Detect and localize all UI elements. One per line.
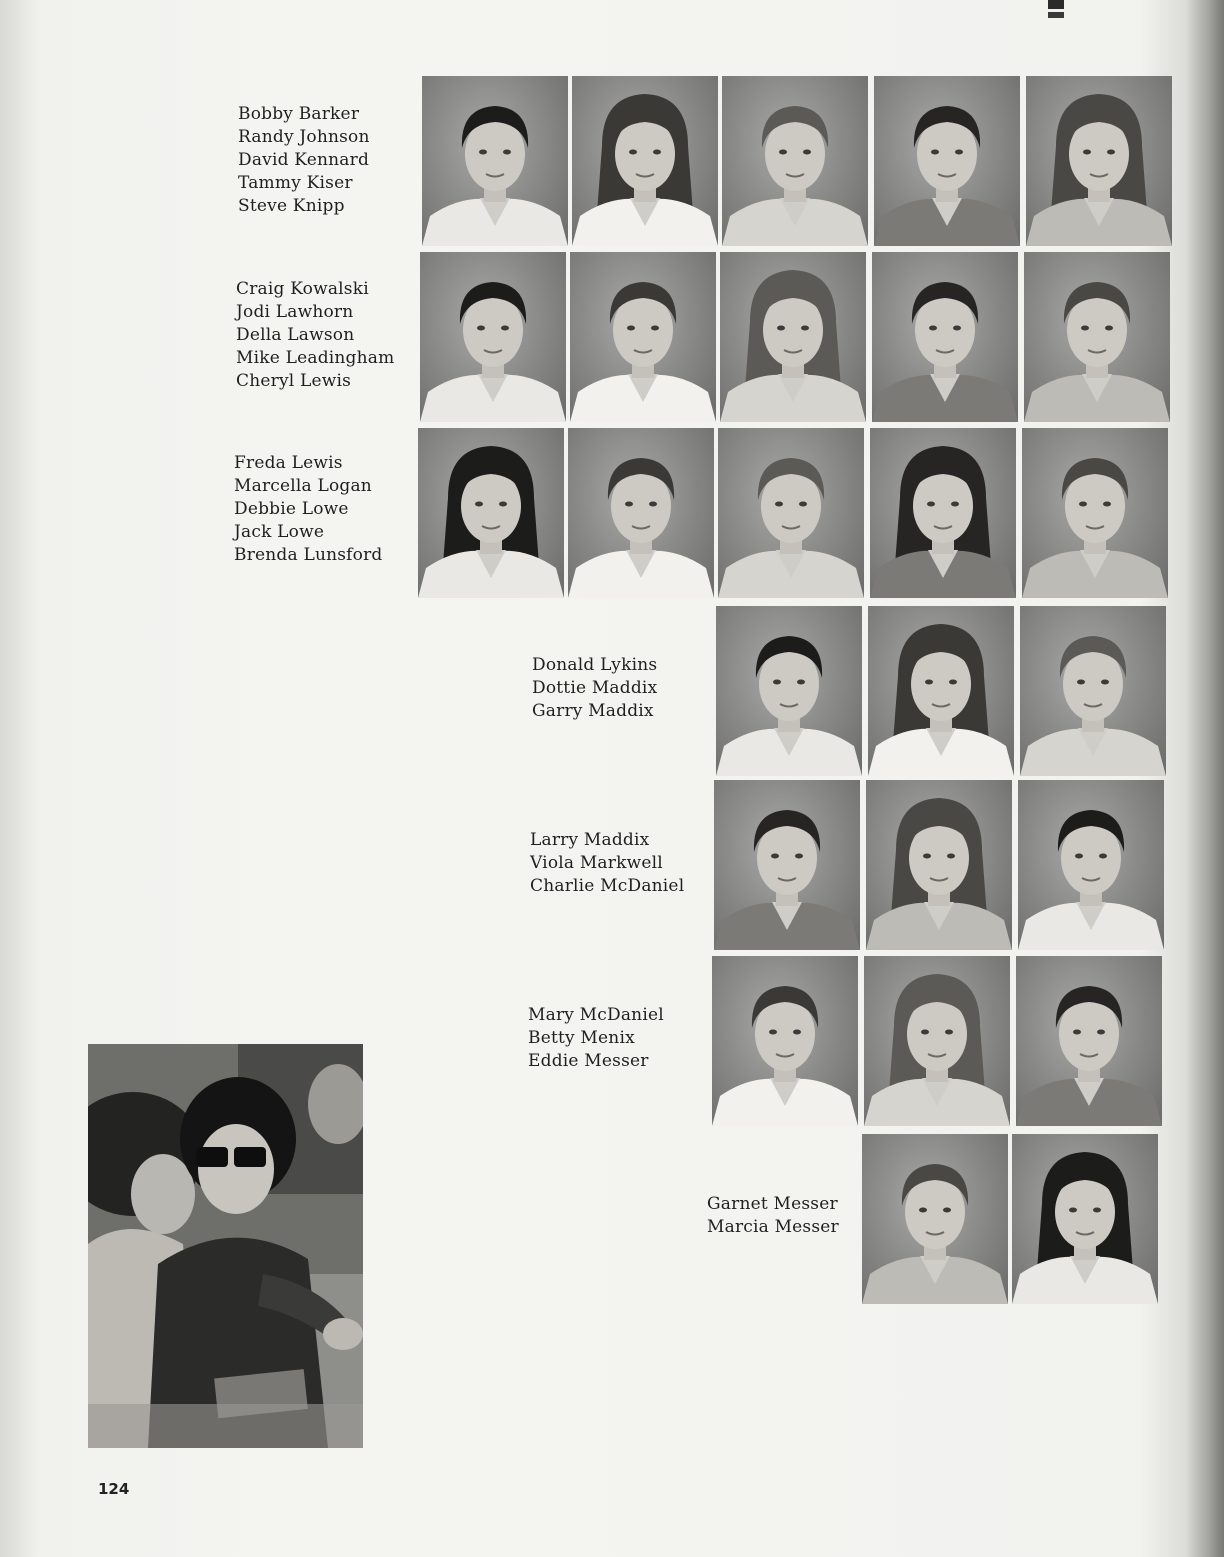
- student-name: Mike Leadingham: [236, 348, 395, 368]
- student-name: Marcella Logan: [234, 476, 372, 496]
- student-name: Craig Kowalski: [236, 279, 369, 299]
- name-list: [528, 1004, 664, 1073]
- student-portrait: [722, 76, 868, 246]
- student-name: Charlie McDaniel: [530, 876, 685, 896]
- student-portrait: [1024, 252, 1170, 422]
- student-name: Debbie Lowe: [234, 499, 349, 519]
- student-portrait: [1026, 76, 1172, 246]
- student-portrait: [864, 956, 1010, 1126]
- page-spine-shadow: [1186, 0, 1224, 1557]
- name-list: [236, 278, 394, 393]
- student-portrait: [872, 252, 1018, 422]
- student-portrait: [1020, 606, 1166, 776]
- student-name: Larry Maddix: [530, 830, 650, 850]
- student-portrait: [862, 1134, 1008, 1304]
- student-portrait: [874, 76, 1020, 246]
- student-portrait: [422, 76, 568, 246]
- name-list: [707, 1193, 839, 1239]
- student-name: Eddie Messer: [528, 1051, 649, 1071]
- student-name: Tammy Kiser: [238, 173, 353, 193]
- name-list: [238, 103, 370, 218]
- student-name: Jodi Lawhorn: [236, 302, 354, 322]
- student-name: Donald Lykins: [532, 655, 658, 675]
- student-name: Jack Lowe: [234, 522, 325, 542]
- student-portrait: [712, 956, 858, 1126]
- student-portrait: [1016, 956, 1162, 1126]
- student-name: Randy Johnson: [238, 127, 370, 147]
- name-list: [234, 452, 383, 567]
- student-name: Dottie Maddix: [532, 678, 658, 698]
- student-portrait: [714, 780, 860, 950]
- binder-clip: [1048, 0, 1064, 9]
- student-name: Garry Maddix: [532, 701, 654, 721]
- student-name: Betty Menix: [528, 1028, 635, 1048]
- student-portrait: [1018, 780, 1164, 950]
- candid-photo: [88, 1044, 363, 1448]
- page-number: 124: [98, 1480, 130, 1498]
- student-name: Brenda Lunsford: [234, 545, 383, 565]
- student-portrait: [866, 780, 1012, 950]
- student-name: Marcia Messer: [707, 1217, 839, 1237]
- student-portrait: [718, 428, 864, 598]
- student-name: Della Lawson: [236, 325, 355, 345]
- student-name: Steve Knipp: [238, 196, 345, 216]
- student-name: Freda Lewis: [234, 453, 343, 473]
- student-name: Garnet Messer: [707, 1194, 838, 1214]
- student-name: Bobby Barker: [238, 104, 360, 124]
- student-portrait: [568, 428, 714, 598]
- student-name: Cheryl Lewis: [236, 371, 352, 391]
- student-portrait: [570, 252, 716, 422]
- student-portrait: [870, 428, 1016, 598]
- student-portrait: [716, 606, 862, 776]
- student-portrait: [720, 252, 866, 422]
- name-list: [532, 654, 657, 723]
- student-name: Viola Markwell: [530, 853, 663, 873]
- student-portrait: [420, 252, 566, 422]
- student-portrait: [1022, 428, 1168, 598]
- student-portrait: [572, 76, 718, 246]
- student-portrait: [418, 428, 564, 598]
- student-name: David Kennard: [238, 150, 370, 170]
- binder-clip-lower: [1048, 12, 1064, 18]
- student-portrait: [1012, 1134, 1158, 1304]
- student-portrait: [868, 606, 1014, 776]
- name-list: [530, 829, 684, 898]
- student-name: Mary McDaniel: [528, 1005, 664, 1025]
